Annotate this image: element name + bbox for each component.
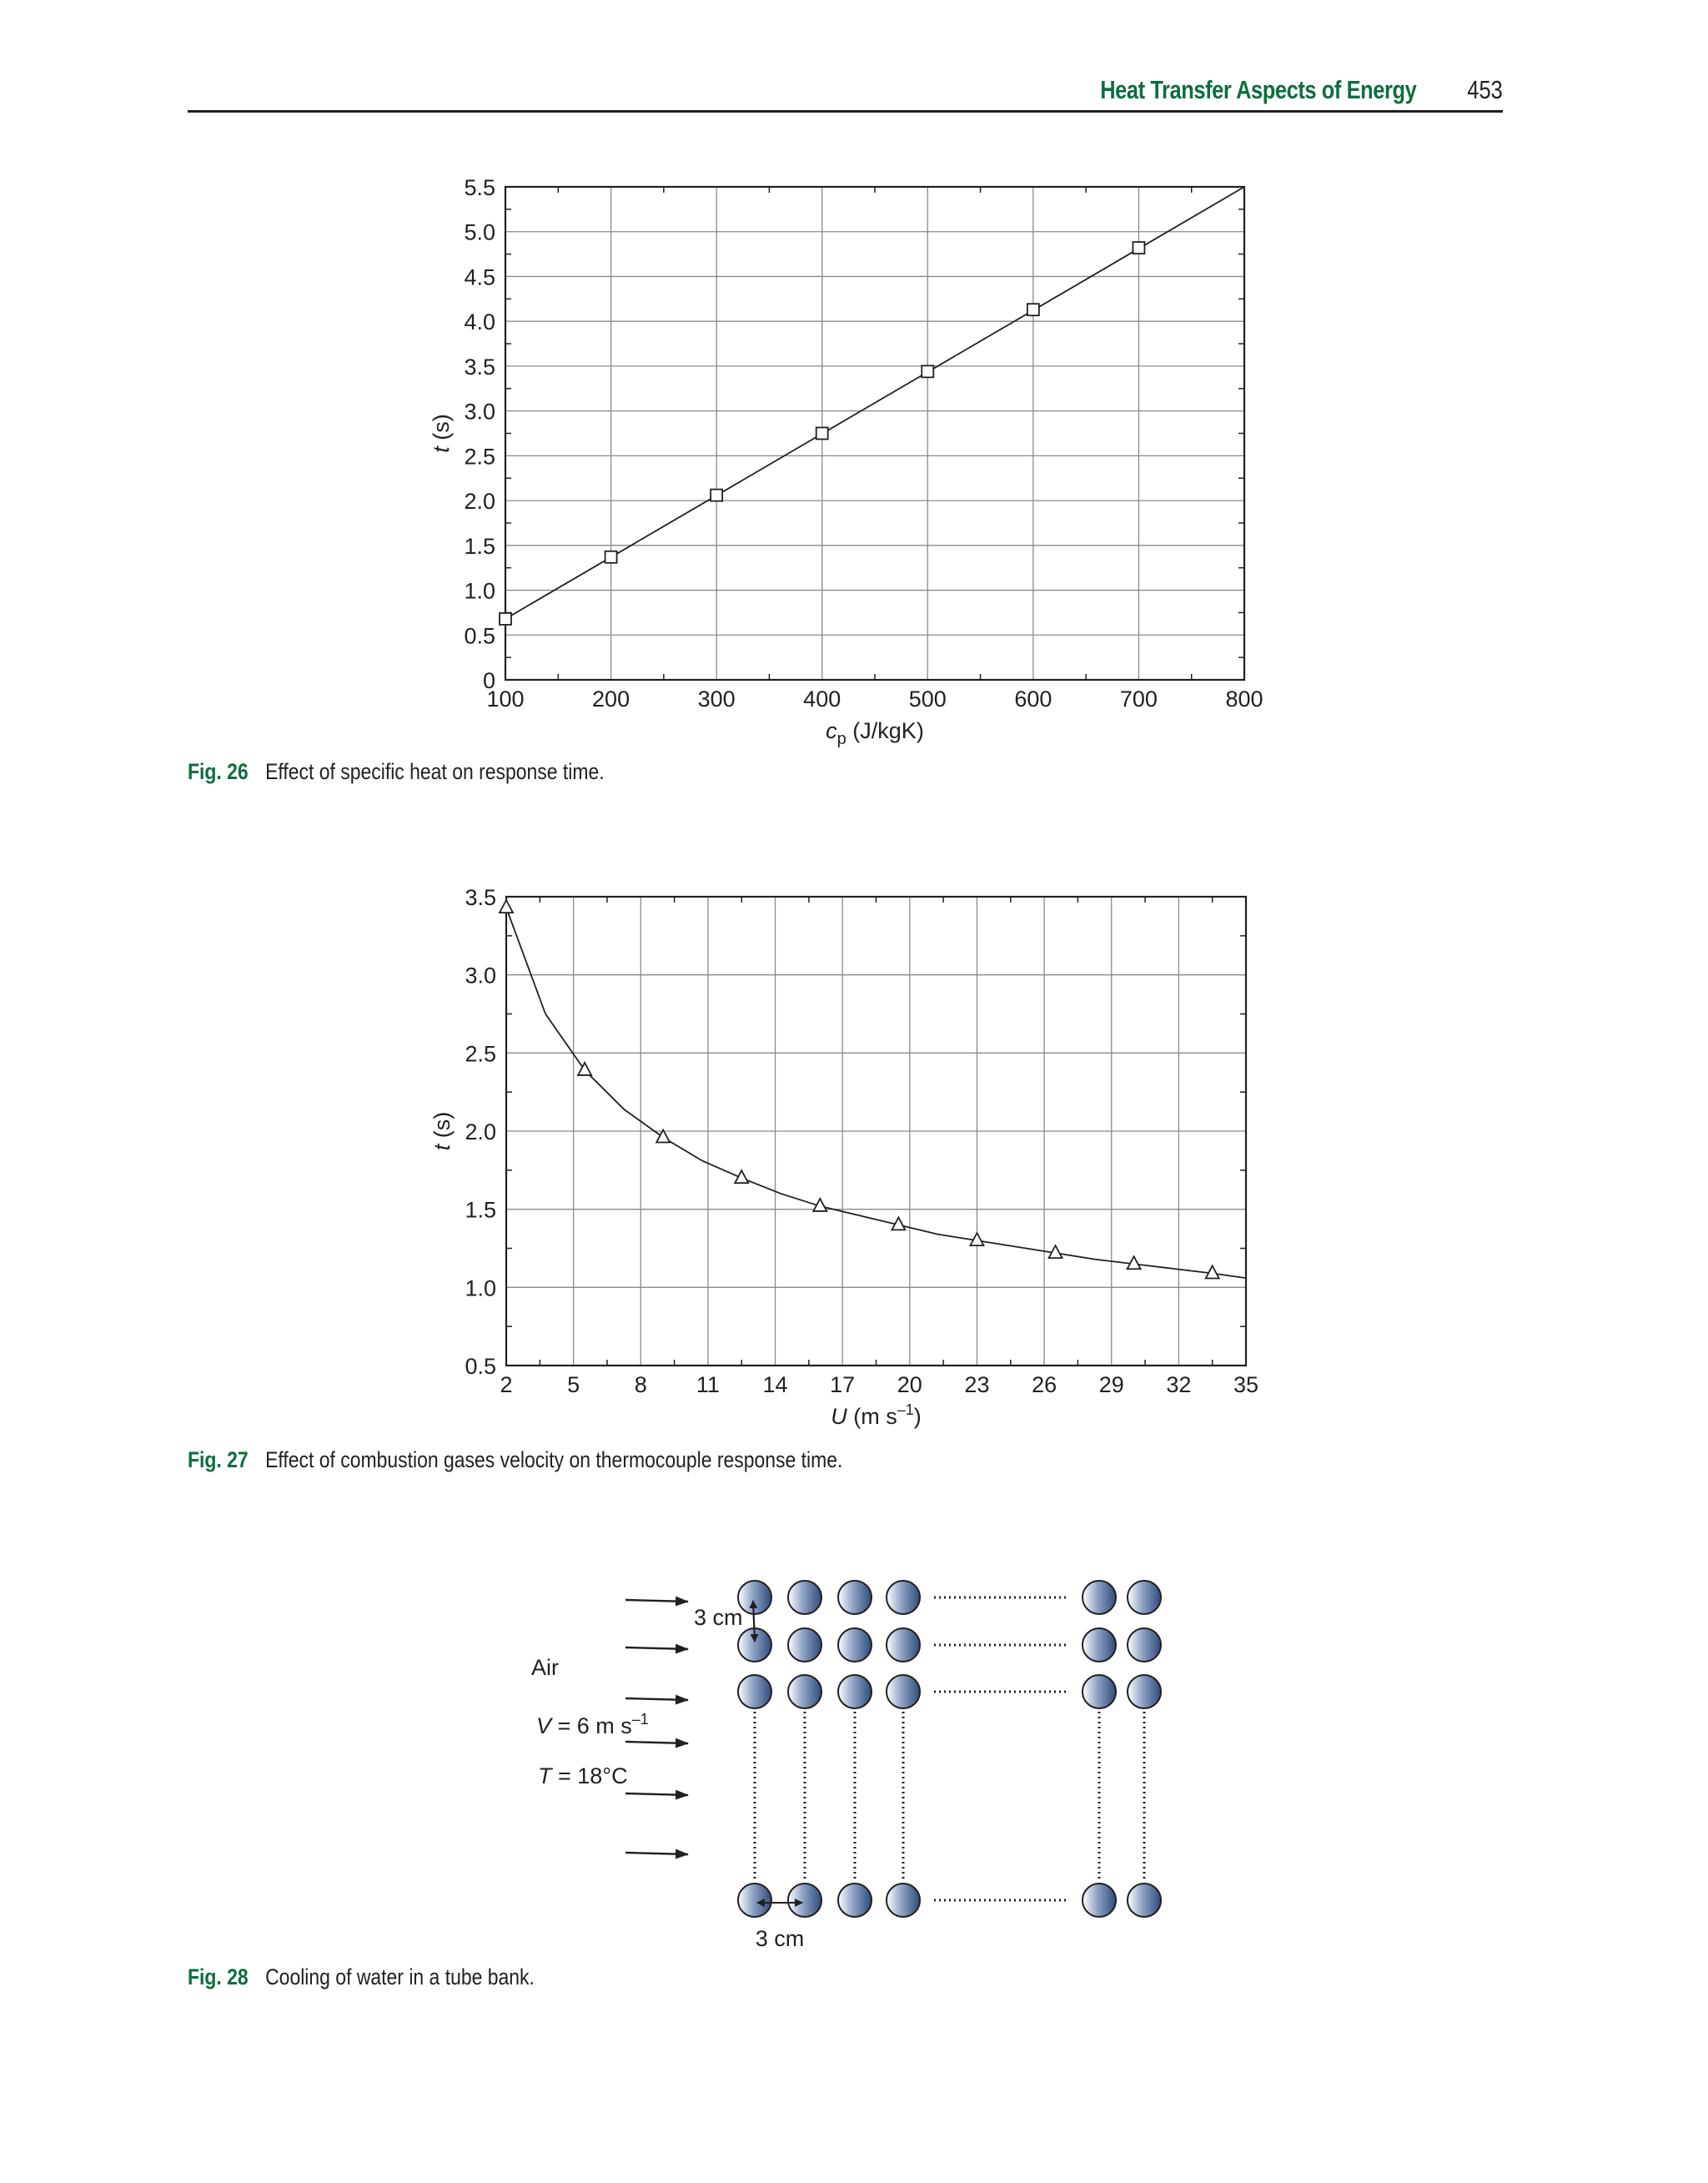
y-tick-label: 2.0 — [464, 489, 495, 515]
x-axis-label — [831, 1401, 922, 1429]
tube-circle — [788, 1884, 821, 1917]
y-tick-label: 3.0 — [464, 399, 495, 425]
figure-27-text: Effect of combustion gases velocity on thermocouple response time. — [265, 1447, 843, 1472]
y-tick-label: 1.0 — [465, 1275, 496, 1301]
tube-circle — [788, 1675, 821, 1708]
air-flow-arrow — [625, 1853, 688, 1854]
y-tick-label: 0.5 — [464, 623, 495, 649]
air-flow-arrow — [625, 1698, 688, 1700]
tube-circle — [788, 1628, 821, 1662]
tube-circle — [788, 1581, 821, 1614]
tube-circle — [1128, 1628, 1161, 1662]
figure-27-caption — [188, 1447, 842, 1473]
data-point-square — [711, 490, 722, 501]
tube-circle — [1083, 1581, 1116, 1614]
y-tick-label: 2.5 — [465, 1041, 496, 1067]
y-axis-label — [430, 1112, 455, 1151]
velocity-label — [536, 1711, 649, 1738]
data-point-square — [1027, 304, 1039, 315]
x-tick-label: 700 — [1119, 687, 1158, 712]
x-tick-label: 300 — [697, 687, 736, 712]
tube-circle — [887, 1675, 920, 1708]
tube-circle — [1128, 1884, 1161, 1917]
velocity-superscript: –1 — [631, 1711, 649, 1728]
figure-26-caption — [188, 759, 605, 785]
x-tick-label: 5 — [567, 1372, 580, 1397]
y-tick-label: 4.5 — [464, 264, 495, 290]
figure-27-chart — [0, 884, 1708, 1460]
x-axis-label-symbol: c — [826, 718, 837, 743]
x-tick-label: 400 — [803, 687, 841, 712]
x-axis-label-superscript: –1 — [897, 1401, 914, 1418]
x-tick-label: 100 — [486, 687, 525, 712]
y-tick-label: 0.5 — [465, 1354, 496, 1379]
y-tick-label: 3.5 — [465, 885, 496, 910]
figure-27-number: Fig. 27 — [188, 1447, 249, 1472]
figure-26-chart — [0, 167, 1708, 767]
y-tick-label: 5.5 — [464, 175, 495, 200]
velocity-value: = 6 m s — [551, 1713, 632, 1738]
figure-26-text: Effect of specific heat on response time. — [265, 759, 605, 784]
running-head-title: Heat Transfer Aspects of Energy — [1099, 75, 1416, 104]
data-point-square — [816, 428, 828, 440]
tube-circle — [887, 1628, 920, 1662]
tube-circle — [838, 1628, 872, 1662]
y-axis-label-unit: (s) — [430, 1111, 455, 1144]
x-tick-label: 17 — [830, 1372, 856, 1397]
temperature-symbol: T — [538, 1763, 552, 1788]
y-tick-label: 3.5 — [464, 354, 495, 380]
x-axis-label-symbol: U — [831, 1404, 847, 1429]
tube-circle — [738, 1581, 771, 1614]
y-tick-label: 2.5 — [464, 444, 495, 470]
air-flow-arrow — [625, 1647, 688, 1649]
x-tick-label: 32 — [1166, 1372, 1192, 1397]
x-axis-label-subscript: p — [836, 730, 846, 748]
vertical-pitch-label: 3 cm — [694, 1605, 743, 1630]
figure-28-tube-bank-diagram — [0, 1577, 1708, 1969]
page-number: 453 — [1467, 75, 1503, 104]
y-tick-label: 3.0 — [465, 963, 496, 988]
x-tick-label: 11 — [696, 1372, 720, 1397]
temperature-label — [538, 1763, 628, 1788]
temperature-value: = 18°C — [551, 1763, 628, 1788]
x-tick-label: 23 — [964, 1372, 990, 1397]
running-head — [188, 73, 1503, 113]
horizontal-pitch-label: 3 cm — [755, 1926, 805, 1951]
figure-26-number: Fig. 26 — [188, 759, 249, 784]
x-axis-label-unit: (m s — [846, 1404, 897, 1429]
figure-28-number: Fig. 28 — [188, 1964, 249, 1989]
air-flow-arrow — [625, 1600, 688, 1602]
y-tick-label: 0 — [482, 668, 495, 693]
data-point-triangle — [656, 1129, 670, 1142]
x-tick-label: 20 — [897, 1372, 922, 1397]
series-curve — [506, 908, 1246, 1278]
plot-frame — [505, 187, 1244, 680]
y-axis-label — [429, 414, 454, 453]
x-tick-label: 29 — [1098, 1372, 1124, 1397]
x-axis-label-close: ) — [913, 1404, 922, 1429]
x-tick-label: 800 — [1225, 687, 1263, 712]
data-point-square — [500, 613, 511, 625]
y-tick-label: 5.0 — [464, 219, 495, 245]
figure-28-text: Cooling of water in a tube bank. — [265, 1964, 535, 1989]
y-tick-label: 1.5 — [465, 1197, 496, 1223]
air-label: Air — [531, 1655, 559, 1680]
y-tick-label: 4.0 — [464, 309, 495, 335]
y-tick-label: 1.0 — [464, 578, 495, 604]
y-axis-label-symbol: t — [429, 446, 454, 453]
tube-circle — [1128, 1581, 1161, 1614]
velocity-symbol: V — [536, 1713, 552, 1738]
x-tick-label: 14 — [762, 1372, 788, 1397]
x-tick-label: 35 — [1233, 1372, 1259, 1397]
x-tick-label: 26 — [1032, 1372, 1057, 1397]
tube-circle — [838, 1675, 872, 1708]
x-tick-label: 200 — [592, 687, 630, 712]
data-point-square — [1133, 242, 1144, 254]
x-tick-label: 600 — [1014, 687, 1052, 712]
tube-circle — [838, 1884, 872, 1917]
tube-circle — [887, 1884, 920, 1917]
tube-circle — [887, 1581, 920, 1614]
x-tick-label: 8 — [634, 1372, 647, 1397]
data-point-triangle — [500, 900, 513, 913]
x-tick-label: 2 — [500, 1372, 513, 1397]
tube-circle — [1083, 1628, 1116, 1662]
data-point-square — [922, 365, 933, 377]
tube-circle — [1083, 1884, 1116, 1917]
y-axis-label-unit: (s) — [429, 414, 454, 447]
air-flow-arrow — [625, 1742, 688, 1743]
x-axis-label-unit: (J/kgK) — [846, 718, 924, 743]
x-axis-label — [826, 718, 924, 748]
data-point-square — [605, 551, 617, 563]
y-tick-label: 1.5 — [464, 533, 495, 559]
y-tick-label: 2.0 — [465, 1119, 496, 1144]
figure-28-caption — [188, 1964, 535, 1990]
tube-circle — [1128, 1675, 1161, 1708]
tube-circle — [738, 1675, 771, 1708]
tube-circle — [1083, 1675, 1116, 1708]
x-tick-label: 500 — [908, 687, 947, 712]
tube-circle — [838, 1581, 872, 1614]
tube-circle — [738, 1884, 771, 1917]
y-axis-label-symbol: t — [430, 1144, 455, 1151]
air-flow-arrow — [625, 1793, 688, 1795]
